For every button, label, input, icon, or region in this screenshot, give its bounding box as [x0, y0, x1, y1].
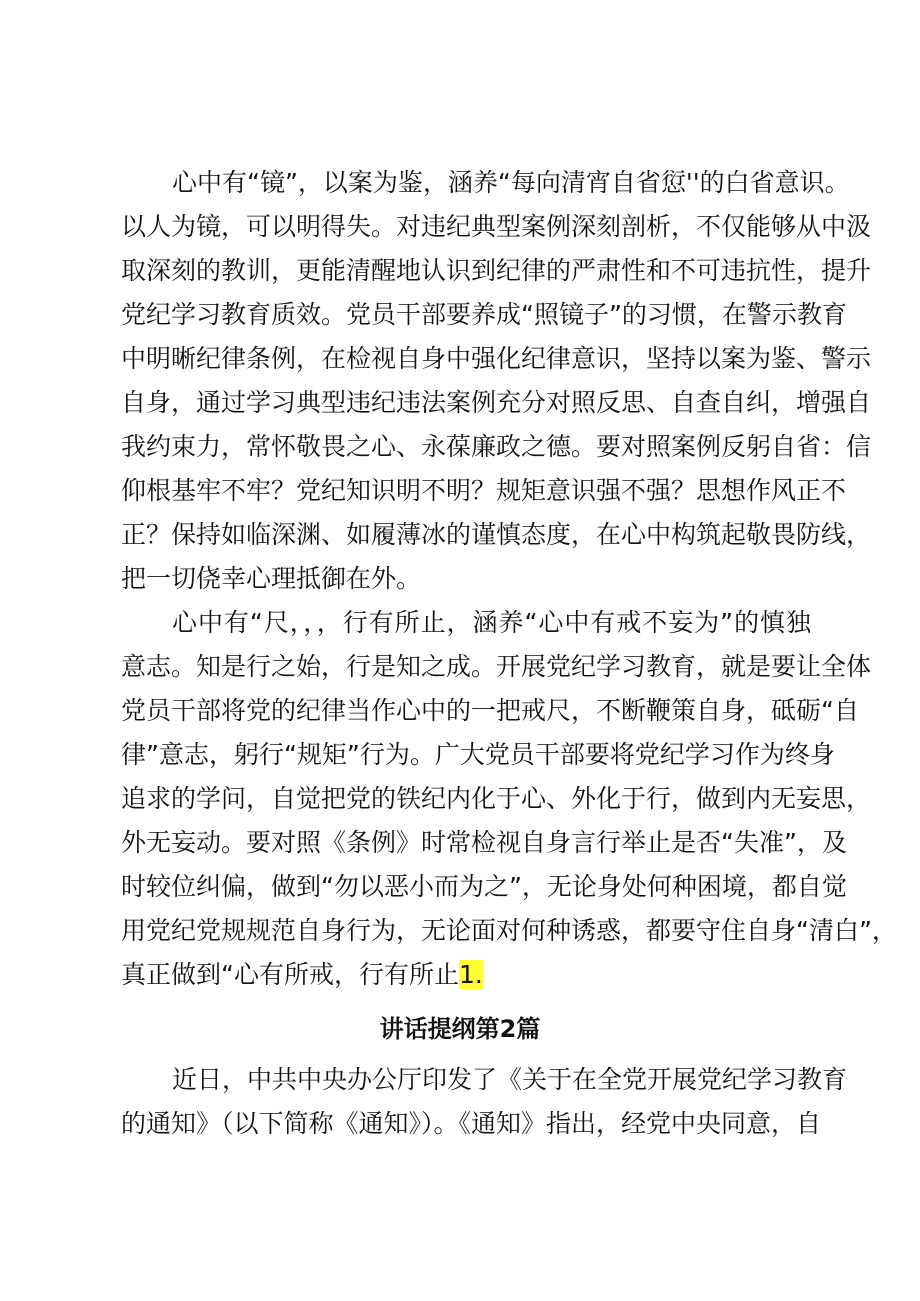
paragraph-line: 党纪学习教育质效。党员干部要养成“照镜子”的习惯，在警示教育 — [121, 300, 847, 329]
paragraph-line: 心中有“尺，，，行有所止，涵养“心中有戒不妄为”的慎独 — [172, 608, 811, 637]
highlighted-text: 1. — [458, 960, 483, 989]
paragraph-line: 意志。知是行之始，行是知之成。开展党纪学习教育，就是要让全体 — [121, 652, 872, 681]
paragraph-line: 近日，中共中央办公厅印发了《关于在全党开展党纪学习教育 — [172, 1065, 848, 1094]
paragraph-line: 用党纪党规规范自身行为，无论面对何种诱惑，都要守住自身“清白”， — [121, 916, 897, 945]
paragraph-line: 取深刻的教训，更能清醒地认识到纪律的严肃性和不可违抗性，提升 — [121, 256, 872, 285]
paragraph-line-last — [121, 953, 811, 997]
paragraph-line: 正？保持如临深渊、如履薄冰的谨慎态度，在心中构筑起敬畏防线， — [121, 520, 872, 549]
paragraph-line: 时较位纠偏，做到“勿以恶小而为之”，无论身处何种困境，都自觉 — [121, 872, 847, 901]
paragraph-line: 律”意志，躬行“规矩”行为。广大党员干部要将党纪学习作为终身 — [121, 740, 835, 769]
paragraph-line-text: 真正做到“心有所戒，行有所止 — [121, 960, 459, 989]
paragraph-line: 党员干部将党的纪律当作心中的一把戒尺，不断鞭策自身，砥砺“自 — [121, 696, 859, 725]
paragraph-line: 把一切侥幸心理抵御在外。 — [121, 564, 422, 593]
paragraph-line: 追求的学问，自觉把党的铁纪内化于心、外化于行，做到内无妄思， — [121, 784, 872, 813]
paragraph-line: 中明晰纪律条例，在检视自身中强化纪律意识，坚持以案为鉴、警示 — [121, 344, 872, 373]
paragraph-line: 仰根基牢不牢？党纪知识明不明？规矩意识强不强？思想作风正不 — [121, 476, 847, 505]
paragraph-line: 的通知》（以下简称《通知》）。《通知》指出，经党中央同意，自 — [121, 1109, 822, 1138]
paragraph-line: 我约束力，常怀敬畏之心、永葆廉政之德。要对照案例反躬自省：信 — [121, 432, 872, 461]
paragraph-line: 以人为镜，可以明得失。对违纪典型案例深刻剖析，不仅能够从中汲 — [121, 212, 872, 241]
paragraph-line: 心中有“镜”，以案为鉴，涵养“每向清宵自省愆''的白省意识。 — [172, 168, 850, 197]
paragraph-line: 外无妄动。要对照《条例》时常检视自身言行举止是否“失准”，及 — [121, 828, 847, 857]
paragraph-line: 自身，通过学习典型违纪违法案例充分对照反思、自查自纠，增强自 — [121, 388, 872, 417]
section-heading: 讲话提纲第2篇 — [379, 1015, 541, 1043]
